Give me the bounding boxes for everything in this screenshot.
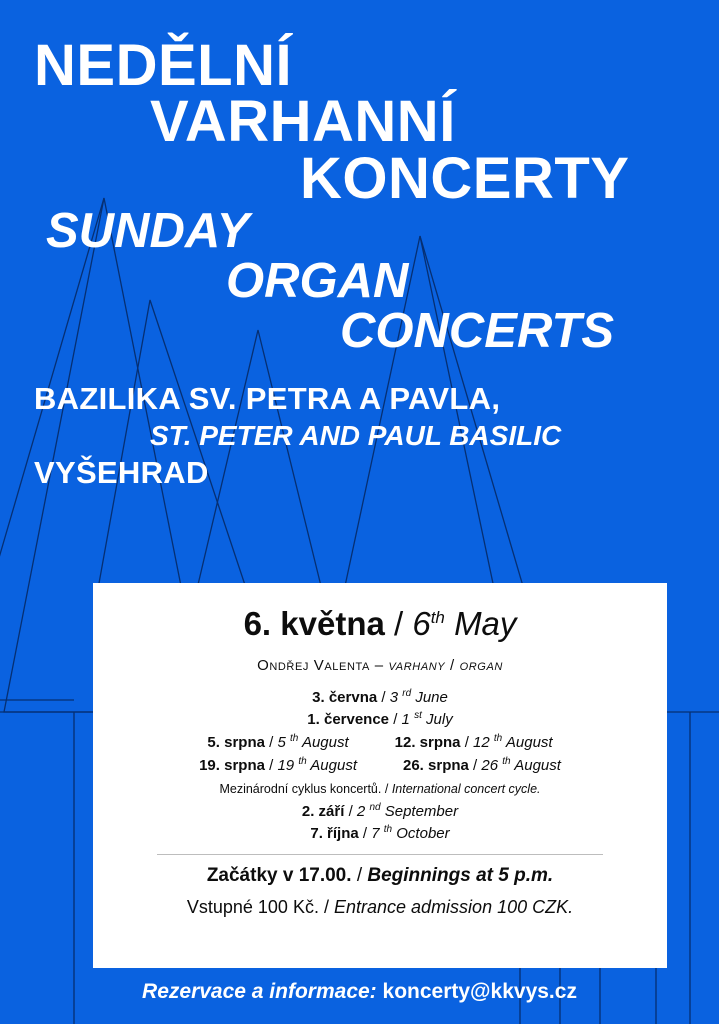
date-list	[117, 688, 643, 842]
feature-date-cz: 6. května	[243, 605, 385, 642]
cycle-note-cz: Mezinárodní cyklus koncertů.	[219, 782, 382, 796]
date-cz: 1. července	[307, 711, 390, 728]
date-separator: /	[269, 734, 274, 751]
date-en-suffix: th	[502, 756, 511, 767]
subtitle-line-3: CONCERTS	[340, 303, 615, 358]
date-separator: /	[362, 825, 368, 842]
venue-name-en: ST. PETER AND PAUL BASILIC	[150, 419, 562, 451]
price-line	[117, 897, 643, 918]
date-separator: /	[464, 734, 469, 751]
date-row	[117, 710, 643, 728]
beginnings-cz: Začátky v 17.00.	[206, 865, 352, 886]
date-en	[357, 803, 458, 820]
cycle-note-separator: /	[384, 782, 389, 796]
date-item	[395, 733, 553, 751]
beginnings-line	[117, 865, 643, 887]
venue-block	[30, 381, 689, 491]
date-en-day: 7	[371, 825, 380, 842]
date-cz: 7. října	[310, 825, 359, 842]
feature-date-en-day: 6	[412, 605, 431, 642]
date-separator: /	[269, 757, 274, 774]
footer-contact	[0, 980, 719, 1004]
feature-date-en-month: May	[454, 605, 517, 642]
date-en	[390, 689, 448, 706]
date-en-day: 12	[473, 734, 490, 751]
beginnings-separator: /	[356, 865, 363, 886]
date-en-suffix: th	[493, 733, 503, 744]
performer-separator: /	[450, 657, 455, 674]
date-en	[473, 734, 553, 751]
date-en	[481, 757, 561, 774]
date-cz: 26. srpna	[403, 757, 469, 774]
date-row	[117, 688, 643, 706]
date-item	[199, 756, 357, 774]
date-en-month: August	[505, 734, 553, 751]
subtitle-line-1: SUNDAY	[46, 203, 250, 258]
date-en-day: 2	[356, 803, 366, 820]
date-en-month: October	[396, 825, 450, 842]
date-en-suffix: st	[414, 710, 422, 721]
date-en-suffix: rd	[402, 688, 412, 699]
date-cz: 12. srpna	[394, 734, 461, 751]
feature-date-separator: /	[394, 605, 404, 642]
date-separator: /	[393, 711, 398, 728]
performer-dash: –	[374, 657, 384, 674]
date-en-suffix: nd	[369, 802, 381, 813]
date-item	[312, 689, 448, 706]
programme-card	[93, 583, 667, 968]
title-line-3: KONCERTY	[300, 145, 630, 211]
feature-date	[117, 605, 643, 643]
venue-name-cz: BAZILIKA SV. PETRA A PAVLA,	[34, 380, 501, 416]
date-item	[302, 803, 458, 820]
date-en-day: 19	[277, 757, 295, 774]
date-en-day: 26	[481, 757, 499, 774]
date-item	[207, 733, 348, 751]
feature-date-en	[412, 605, 516, 642]
date-en-suffix: th	[298, 756, 307, 767]
feature-date-en-suffix: th	[430, 608, 445, 627]
date-separator: /	[348, 803, 353, 820]
beginnings-en: Beginnings at 5 p.m.	[367, 865, 554, 886]
contact-email[interactable]: koncerty@kkvys.cz	[382, 980, 577, 1003]
performer-line	[117, 657, 643, 674]
footer-lead: Rezervace a informace:	[142, 980, 377, 1003]
divider	[157, 854, 603, 855]
date-en-month: June	[415, 689, 448, 706]
date-en-suffix: th	[289, 733, 299, 744]
date-cz: 2. září	[301, 803, 345, 820]
performer-role-en: organ	[459, 657, 503, 674]
price-en: Entrance admission 100 CZK.	[334, 897, 574, 917]
date-cz: 3. června	[312, 689, 378, 706]
date-en-month: August	[514, 757, 561, 774]
date-item	[403, 756, 561, 774]
price-separator: /	[323, 897, 329, 917]
date-row	[117, 733, 643, 751]
price-cz: Vstupné 100 Kč.	[186, 897, 319, 917]
date-row	[117, 756, 643, 774]
date-separator: /	[381, 689, 386, 706]
date-item	[307, 711, 452, 728]
date-en-month: September	[384, 803, 459, 820]
venue-place: VYŠEHRAD	[34, 454, 209, 490]
cycle-note	[117, 782, 643, 796]
performer-role-cz: varhany	[388, 657, 446, 674]
date-en-month: August	[310, 757, 357, 774]
title-line-2: VARHANNÍ	[150, 89, 456, 155]
date-row	[117, 824, 643, 842]
date-cz: 19. srpna	[199, 757, 265, 774]
date-en	[277, 757, 357, 774]
date-en	[402, 711, 453, 728]
date-cz: 5. srpna	[207, 734, 265, 751]
cycle-note-en: International concert cycle.	[391, 782, 541, 796]
date-separator: /	[473, 757, 478, 774]
poster-header	[0, 0, 719, 491]
date-en-suffix: th	[383, 824, 393, 835]
subtitle-line-2: ORGAN	[226, 253, 409, 308]
date-en-day: 3	[389, 689, 399, 706]
date-item	[310, 825, 449, 842]
date-en-day: 1	[401, 711, 410, 728]
title-line-1: NEDĚLNÍ	[34, 33, 293, 98]
date-en-month: July	[426, 711, 453, 728]
date-en-day: 5	[277, 734, 286, 751]
date-en-month: August	[301, 734, 349, 751]
performer-name: Ondřej Valenta	[257, 657, 370, 674]
date-row	[117, 802, 643, 820]
date-en	[371, 825, 449, 842]
date-en	[277, 734, 348, 751]
